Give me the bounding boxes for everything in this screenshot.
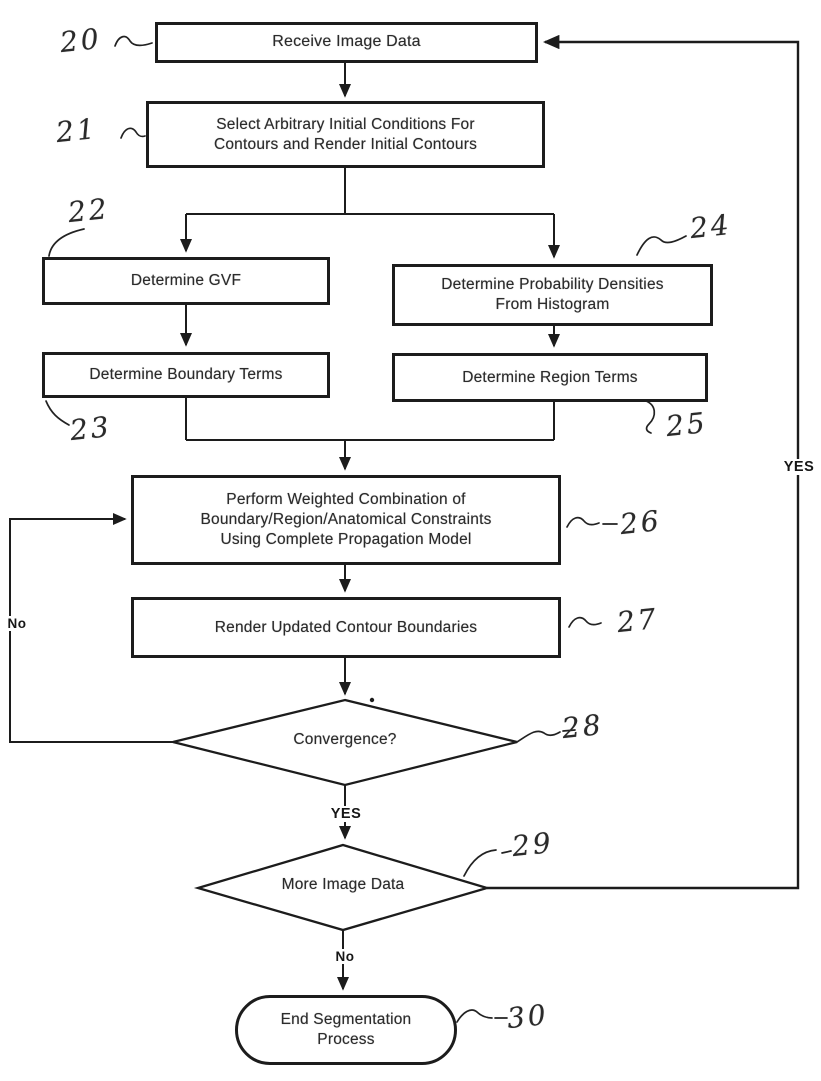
leader-23 [46, 401, 69, 425]
terminator-end-segmentation [235, 995, 457, 1065]
ref-label-26: 26 [618, 503, 664, 542]
ref-label-24: 24 [688, 207, 734, 246]
leader-27 [569, 618, 601, 627]
ref-label-30: 30 [505, 997, 551, 1036]
node-text-line: Boundary/Region/Anatomical Constraints [200, 511, 492, 529]
node-text-line: Determine Boundary Terms [89, 366, 283, 384]
node-text-line: Perform Weighted Combination of [226, 491, 466, 509]
decision-convergence-label: Convergence? [293, 731, 397, 748]
process-render-updated-contours [131, 597, 561, 658]
leader-24 [637, 236, 686, 255]
process-receive-image-data [155, 22, 538, 63]
node-text-line: Process [317, 1031, 375, 1048]
leader-30 [457, 1010, 507, 1022]
ref-label-27: 27 [615, 601, 661, 640]
scan-dot-artifact [370, 698, 374, 702]
branch-label-more-data-yes: YES [777, 459, 821, 475]
ref-label-28: 28 [560, 707, 606, 746]
node-text-line: Using Complete Propagation Model [220, 530, 472, 548]
decision-more-image-data-label: More Image Data [281, 876, 405, 893]
edge-select-split [186, 168, 554, 214]
node-text-line: Determine Region Terms [462, 368, 638, 386]
leader-22 [49, 229, 84, 256]
edge-merge [186, 398, 554, 440]
node-text-line: End Segmentation [280, 1011, 412, 1029]
ref-label-22: 22 [66, 191, 112, 230]
leader-26 [567, 518, 617, 527]
ref-label-29: 29 [510, 825, 556, 864]
node-text-line: Determine GVF [130, 272, 242, 290]
leader-21 [121, 128, 145, 138]
node-text-line: Determine Probability Densities [441, 276, 664, 294]
leader-25 [646, 401, 654, 433]
process-select-initial-conditions [146, 101, 545, 168]
node-text-line: Receive Image Data [272, 33, 421, 51]
branch-label-convergence-yes: YES [323, 806, 369, 822]
ref-label-23: 23 [68, 409, 114, 448]
node-text-line: From Histogram [495, 296, 610, 313]
node-text-line: Select Arbitrary Initial Conditions For [216, 115, 475, 133]
branch-label-more-data-no: No [330, 949, 360, 964]
branch-label-convergence-no: No [2, 616, 32, 631]
ref-label-20: 20 [58, 21, 104, 60]
ref-label-21: 21 [54, 111, 100, 150]
edge-more-yes-loop [487, 42, 798, 888]
leader-20 [115, 37, 152, 46]
ref-label-25: 25 [664, 405, 710, 444]
process-determine-probability-densities [392, 264, 713, 326]
process-determine-boundary-terms [42, 352, 330, 398]
leader-29 [464, 850, 511, 876]
process-weighted-combination [131, 475, 561, 565]
node-text-line: Contours and Render Initial Contours [213, 135, 478, 153]
node-text-line: Render Updated Contour Boundaries [214, 618, 478, 636]
process-determine-gvf [42, 257, 330, 305]
process-determine-region-terms [392, 353, 708, 402]
